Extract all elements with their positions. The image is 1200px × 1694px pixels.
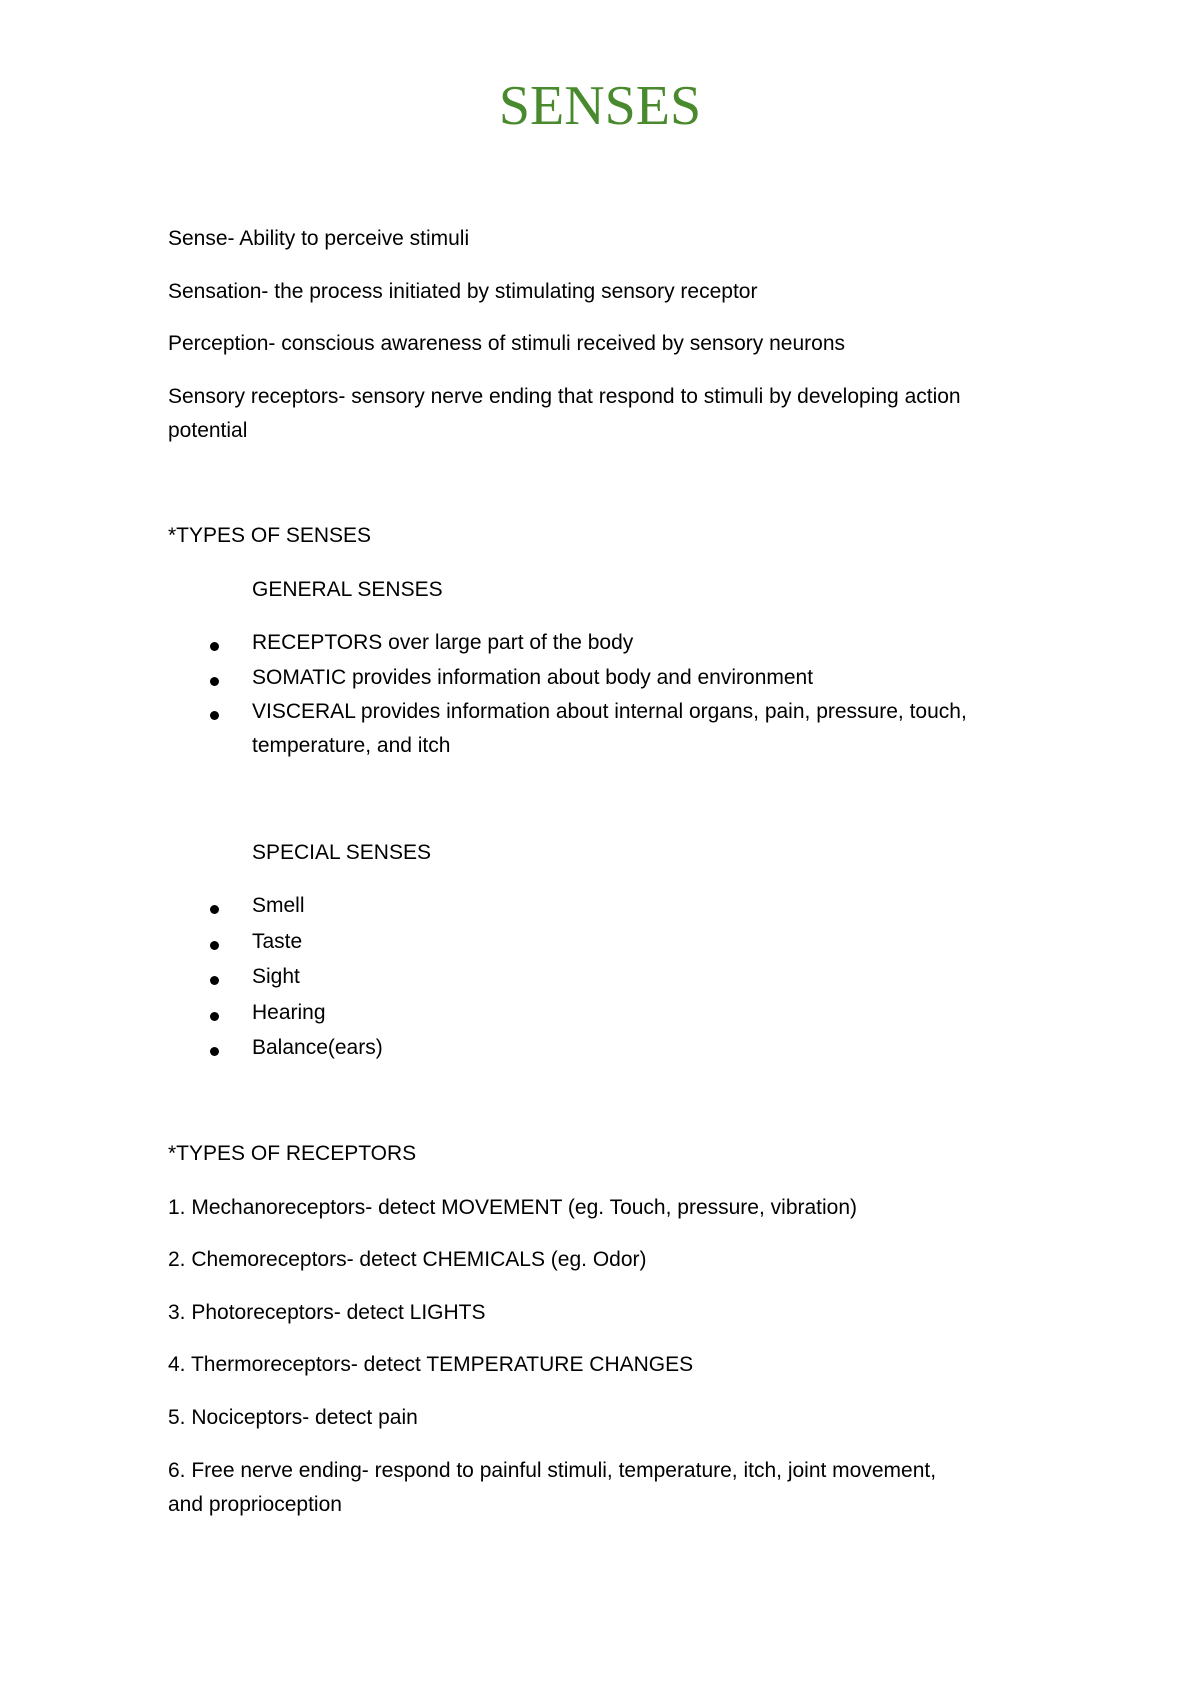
bullet-icon — [210, 1012, 219, 1021]
section-heading-types-of-senses: *TYPES OF SENSES — [168, 524, 372, 547]
list-item: SOMATIC provides information about body and environment — [252, 666, 814, 689]
bullet-icon — [210, 976, 219, 985]
bullet-icon — [210, 711, 219, 720]
definition-perception: Perception- conscious awareness of stimuli received by sensory neurons — [168, 332, 845, 355]
receptor-item: 1. Mechanoreceptors- detect MOVEMENT (eg. Touch, pressure, vibration) — [168, 1196, 858, 1219]
bullet-icon — [210, 941, 219, 950]
list-item: VISCERAL provides information about internal organs, pain, pressure, touch, temperature, and itch — [252, 700, 967, 757]
bullet-icon — [210, 905, 219, 914]
section-heading-types-of-receptors: *TYPES OF RECEPTORS — [168, 1142, 417, 1165]
bullet-icon — [210, 677, 219, 686]
list-item: Hearing — [252, 1001, 326, 1024]
list-item: Smell — [252, 894, 305, 917]
subheading-general-senses: GENERAL SENSES — [252, 578, 443, 601]
list-item: Balance(ears) — [252, 1036, 383, 1059]
definition-sense: Sense- Ability to perceive stimuli — [168, 227, 470, 250]
bullet-icon — [210, 642, 219, 651]
list-item: Sight — [252, 965, 300, 988]
receptor-item: 2. Chemoreceptors- detect CHEMICALS (eg. Odor) — [168, 1248, 647, 1271]
list-item: Taste — [252, 930, 303, 953]
list-item: RECEPTORS over large part of the body — [252, 631, 634, 654]
definition-sensory-receptors: Sensory receptors- sensory nerve ending that respond to stimuli by developing action potential — [168, 385, 961, 442]
bullet-icon — [210, 1047, 219, 1056]
receptor-item: 4. Thermoreceptors- detect TEMPERATURE CHANGES — [168, 1353, 694, 1376]
subheading-special-senses: SPECIAL SENSES — [252, 841, 431, 864]
receptor-item: 5. Nociceptors- detect pain — [168, 1406, 418, 1429]
receptor-item: 3. Photoreceptors- detect LIGHTS — [168, 1301, 486, 1324]
receptor-item: 6. Free nerve ending- respond to painful stimuli, temperature, itch, joint movement, and proprioception — [168, 1459, 937, 1516]
definition-sensation: Sensation- the process initiated by stimulating sensory receptor — [168, 280, 758, 303]
page-title: SENSES — [498, 75, 702, 137]
